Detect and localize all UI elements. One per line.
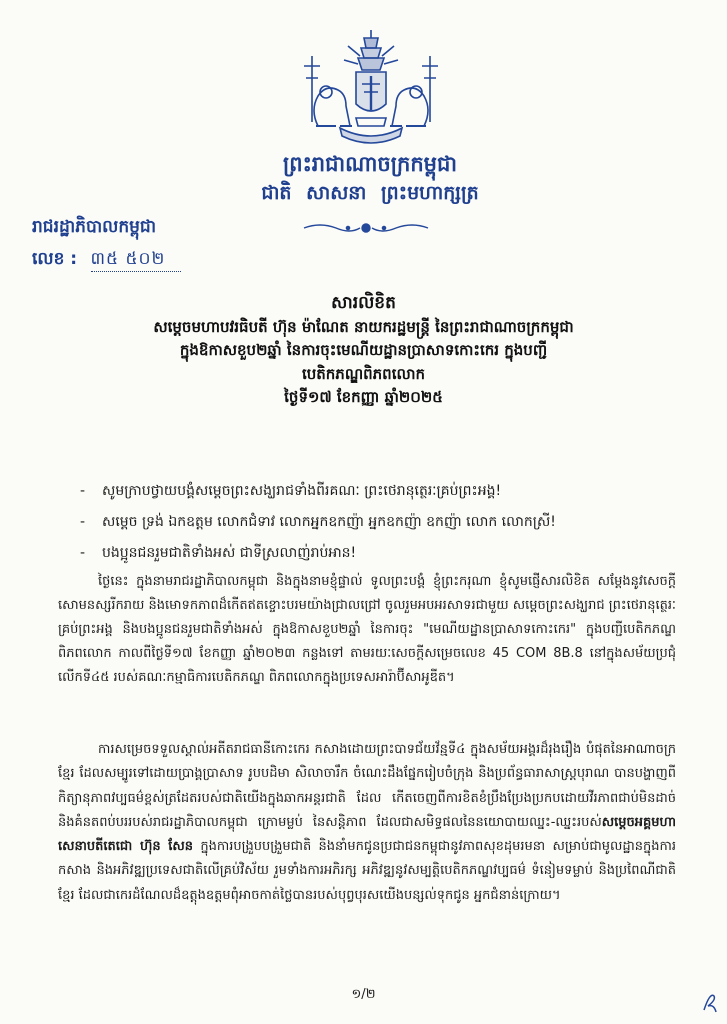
greeting-item: - សូមក្រាបថ្វាយបង្គំសម្ដេចព្រះសង្ឃរាជទាំងពីរគណៈ ព្រះថេរានុត្ថេរៈគ្រប់ព្រះអង្គ!	[80, 483, 502, 499]
page-number: ១/២	[351, 987, 376, 1002]
national-motto: ជាតិ សាសនា ព្រះមហាក្សត្រ	[261, 182, 479, 204]
document-number-label: លេខ :	[32, 249, 78, 269]
document-number	[32, 247, 181, 272]
greeting-item: - សម្ដេច ទ្រង់ ឯកឧត្ដម លោកជំទាវ លោកអ្នកឧកញ៉ា អ្នកឧកញ៉ា ឧកញ៉ា លោក លោកស្រី!	[80, 514, 556, 530]
document-number-value: ៣៥ ៥០២	[91, 247, 181, 272]
title-line-2: សម្ដេចមហាបវរធិបតី ហ៊ុន ម៉ាណែត នាយករដ្ឋមន្ត្រី នៃព្រះរាជាណាចក្រកម្ពុជា	[153, 317, 574, 336]
handwritten-initial-icon	[700, 988, 720, 1016]
royal-coat-of-arms-icon	[296, 26, 446, 148]
highlighted-name: សម្ដេចអគ្គមហាសេនាបតីតេជោ ហ៊ុន សែន	[58, 814, 676, 855]
body-paragraph-1-container	[58, 570, 676, 690]
greeting-item: - បងប្អូនជនរួមជាតិទាំងអស់ ជាទីស្រលាញ់រាប់អាន!	[80, 545, 357, 561]
title-line-1: សារលិខិត	[331, 293, 396, 313]
title-line-4: បេតិកភណ្ឌពិភពលោក	[301, 364, 426, 383]
body-paragraph-1: ថ្ងៃនេះ ក្នុងនាមរាជរដ្ឋាភិបាលកម្ពុជា និងក្នុងនាមខ្ញុំផ្ទាល់ ទូលព្រះបង្គំ ខ្ញុំព្រះករុណា ខ្ញុំសូមផ្ញើសារលិខិត សម្ដែងនូវសេចក្ដីសោមនស្សរីករាយ និងមោទកភាពដ៏កើតឥតខ្ចោះបរមយ៉ាងជ្រាលជ្រៅ ចូលរួមអបអរសាទរជាមួយ សម្ដេចព្រះសង្ឃរាជ ព្រះថេរានុត្ថេរៈគ្រប់ព្រះអង្គ និងបងប្អូនជនរួមជាតិទាំងអស់ ក្នុងឱកាសខួប២ឆ្នាំ នៃការចុះ "មេណីយដ្ឋានប្រាសាទកោះកេរ" ក្នុងបញ្ជីបេតិកភណ្ឌពិភពលោក កាលពីថ្ងៃទី១៧ ខែកញ្ញា ឆ្នាំ២០២៣ កន្លងទៅ តាមរយៈសេចក្ដីសម្រេចលេខ 45 COM 8B.8 នៅក្នុងសម័យប្រជុំលើកទី៤៥ របស់គណៈកម្មាធិការបេតិកភណ្ឌ ពិភពលោកក្នុងប្រទេសអារ៉ាប៊ីសាអូឌីត។	[58, 574, 676, 685]
ornament-divider-icon	[300, 218, 432, 238]
kingdom-name: ព្រះរាជាណាចក្រកម្ពុជា	[282, 152, 457, 176]
title-line-3: ក្នុងឱកាសខួប២ឆ្នាំ នៃការចុះមេណីយដ្ឋានប្រាសាទកោះកេរ ក្នុងបញ្ជី	[179, 341, 548, 359]
letter-title	[40, 292, 687, 410]
issuing-authority: រាជរដ្ឋាភិបាលកម្ពុជា	[32, 217, 157, 237]
body-paragraph-2: ការសម្រេចទទួលស្គាល់អតីតរាជធានីកោះកេរ កសាងដោយព្រះបាទជ័យវ័ន្មទី៤ ក្នុងសម័យអង្គរដ៏រុងរឿង បំផុតនៃអាណាចក្រខ្មែរ ដែលសម្បូរទៅដោយប្រាង្គប្រាសាទ រូបបដិមា សិលាចារឹក ចំណេះដឹងផ្នែករៀបចំក្រុង និងប្រព័ន្ធធារាសាស្ត្របុរាណ បានបង្ហាញពីកិត្យានុភាពវប្បធម៌ខ្ពស់ត្រដែតរបស់ជាតិយើងក្នុងឆាកអន្តរជាតិ ដែល កើតចេញពីការខិតខំប្រឹងប្រែងប្រកបដោយវីរភាពជាប់មិនដាច់ និងគំនតពប់បររបស់រាជរដ្ឋាភិបាលកម្ពុជា ក្រោមម្លប់ នៃសន្តិភាព ដែលជាសមិទ្ធផលនៃនយោបាយឈ្នះ-ឈ្នះរបស់សម្ដេចអគ្គមហាសេនាបតីតេជោ ហ៊ុន សែន ក្នុងការបង្រួបបង្រួមជាតិ និងនាំមកជូនប្រជាជនកម្ពុជានូវភាពសុខដុមរមនា សម្រាប់ជាមូលដ្ឋានក្នុងការកសាង និងអភិវឌ្ឍប្រទេសជាតិលើគ្រប់វិស័យ រួមទាំងការអភិរក្ស អភិវឌ្ឍនូវសម្បត្តិបេតិកភណ្ឌវប្បធម៌ ទំនៀមទម្លាប់ និងប្រពៃណីជាតិខ្មែរ ដែលជាកេរដំណែលដ៏ឧត្ដុងឧត្ដមពុំអាចកាត់ថ្លៃបានរបស់បុព្វបុរសយើងបន្សល់ទុកជូន អ្នកជំនាន់ក្រោយ។	[58, 742, 676, 903]
title-date: ថ្ងៃទី១៧ ខែកញ្ញា ឆ្នាំ២០២៥	[284, 388, 443, 406]
greetings-list	[80, 476, 700, 569]
